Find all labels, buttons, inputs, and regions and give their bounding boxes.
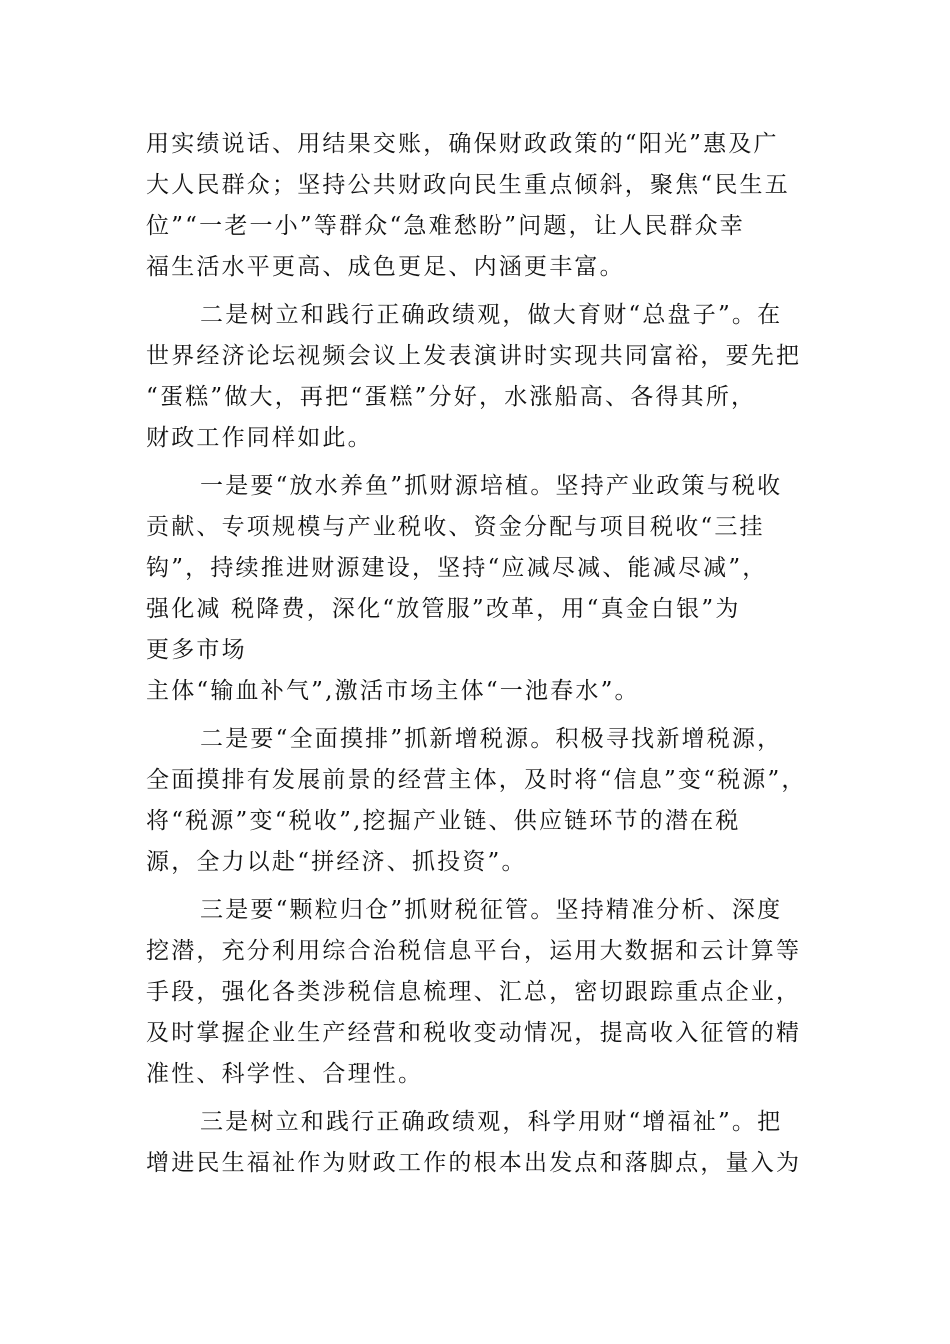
- text-line: 更多市场: [146, 637, 247, 663]
- text-line: 三是树立和践行正确政绩观，科学用财“增福祉”。把: [200, 1109, 783, 1135]
- text-line: 增进民生福祉作为财政工作的根本出发点和落脚点，量入为: [146, 1150, 802, 1176]
- text-line: 源，全力以赴“拼经济、抓投资”。: [146, 849, 527, 875]
- text-line: 准性、科学性、合理性。: [146, 1061, 424, 1087]
- text-line: 一是要“放水养鱼”抓财源培植。坚持产业政策与税收: [200, 473, 783, 499]
- text-line: 用实绩说话、用结果交账，确保财政政策的“阳光”惠及广: [146, 131, 779, 157]
- text-line: 全面摸排有发展前景的经营主体，及时将“信息”变“税源”，: [146, 767, 807, 793]
- text-line: 财政工作同样如此。: [146, 425, 373, 451]
- text-line: 福生活水平更高、成色更足、内涵更丰富。: [146, 254, 625, 280]
- text-line: 世界经济论坛视频会议上发表演讲时实现共同富裕，要先把: [146, 343, 802, 369]
- text-line: 及时掌握企业生产经营和税收变动情况，提高收入征管的精: [146, 1020, 802, 1046]
- text-line: 位”“一老一小”等群众“急难愁盼”问题，让人民群众幸: [146, 213, 745, 239]
- text-line: 将“税源”变“税收”,挖掘产业链、供应链环节的潜在税: [146, 808, 741, 834]
- text-line: 主体“输血补气”,激活市场主体“一池春水”。: [146, 678, 640, 704]
- text-line: 钩”，持续推进财源建设，坚持“应减尽减、能减尽减”，: [146, 555, 768, 581]
- body-text: [146, 124, 806, 1184]
- text-line: “蛋糕”做大，再把“蛋糕”分好，水涨船高、各得其所，: [146, 384, 757, 410]
- text-line: 强化减 税降费，深化“放管服”改革，用“真金白银”为: [146, 596, 741, 622]
- text-line: 三是要“颗粒归仓”抓财税征管。坚持精准分析、深度: [200, 897, 783, 923]
- text-line: 二是要“全面摸排”抓新增税源。积极寻找新增税源，: [200, 726, 783, 752]
- text-line: 大人民群众；坚持公共财政向民生重点倾斜，聚焦“民生五: [146, 172, 790, 198]
- text-line: 挖潜，充分利用综合治税信息平台，运用大数据和云计算等: [146, 938, 802, 964]
- text-line: 二是树立和践行正确政绩观，做大育财“总盘子”。在: [200, 302, 783, 328]
- text-line: 贡献、专项规模与产业税收、资金分配与项目税收“三挂: [146, 514, 765, 540]
- text-line: 手段，强化各类涉税信息梳理、汇总，密切跟踪重点企业，: [146, 979, 802, 1005]
